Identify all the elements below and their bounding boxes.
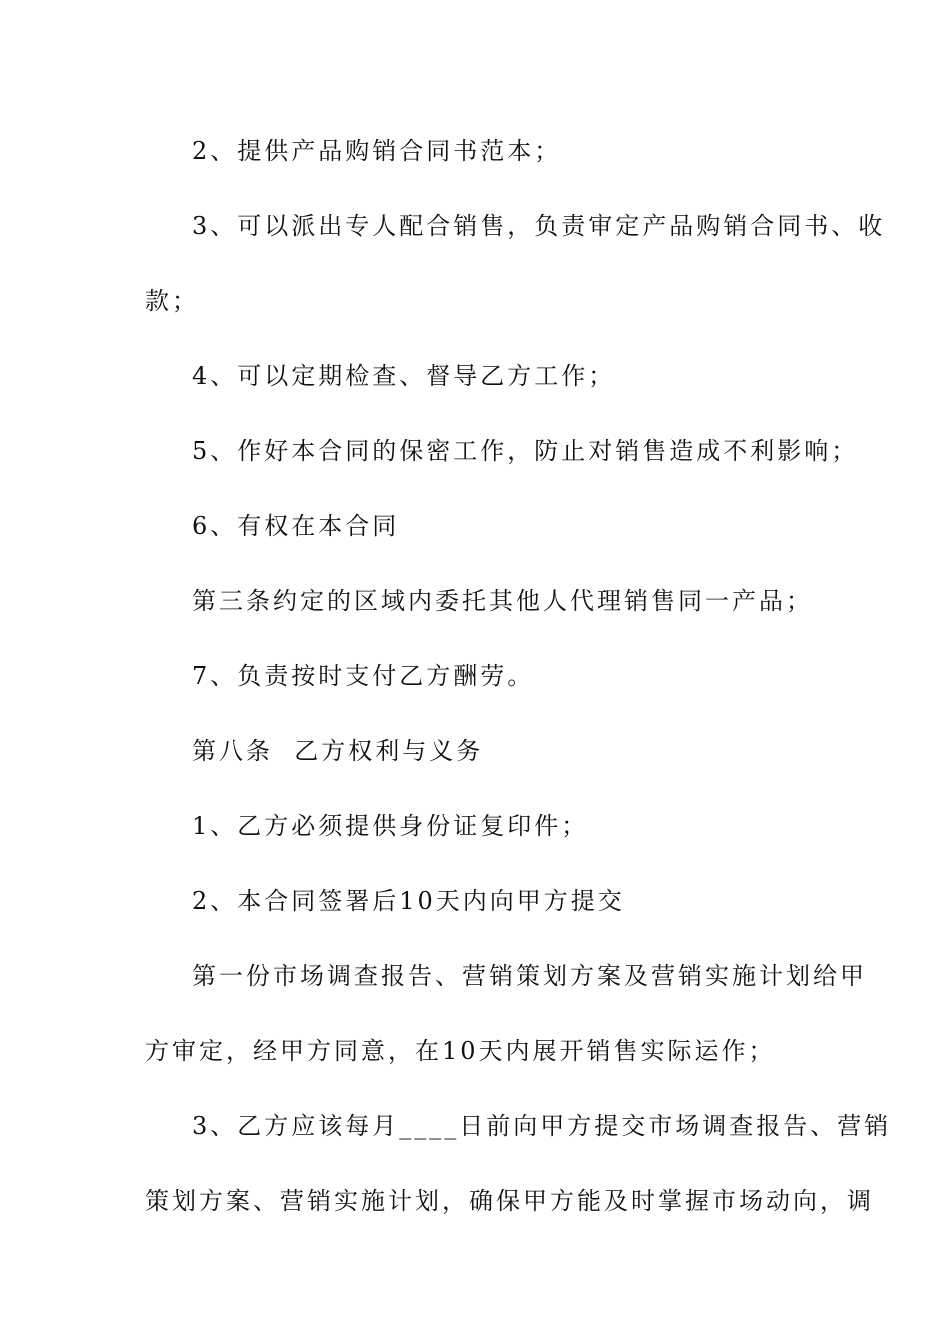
section-heading: 第八条 乙方权利与义务 xyxy=(192,737,484,765)
paragraph-line: 策划方案、营销实施计划，确保甲方能及时掌握市场动向，调 xyxy=(145,1187,874,1215)
paragraph-line: 第三条约定的区域内委托其他人代理销售同一产品； xyxy=(192,587,813,615)
paragraph-line: 4、可以定期检查、督导乙方工作； xyxy=(192,362,616,390)
paragraph-line: 5、作好本合同的保密工作，防止对销售造成不利影响； xyxy=(192,437,859,465)
paragraph-line: 7、负责按时支付乙方酬劳。 xyxy=(192,662,535,690)
paragraph-line: 3、可以派出专人配合销售，负责审定产品购销合同书、收 xyxy=(192,212,886,240)
paragraph-line: 1、乙方必须提供身份证复印件； xyxy=(192,812,589,840)
paragraph-line: 3、乙方应该每月____日前向甲方提交市场调查报告、营销 xyxy=(192,1112,892,1140)
paragraph-line: 方审定，经甲方同意，在10天内展开销售实际运作； xyxy=(145,1037,776,1065)
paragraph-line: 第一份市场调查报告、营销策划方案及营销实施计划给甲 xyxy=(192,962,867,990)
paragraph-line: 6、有权在本合同 xyxy=(192,512,400,540)
paragraph-line: 2、本合同签署后10天内向甲方提交 xyxy=(192,887,625,915)
paragraph-line: 款； xyxy=(145,287,199,315)
paragraph-line: 2、提供产品购销合同书范本； xyxy=(192,137,562,165)
